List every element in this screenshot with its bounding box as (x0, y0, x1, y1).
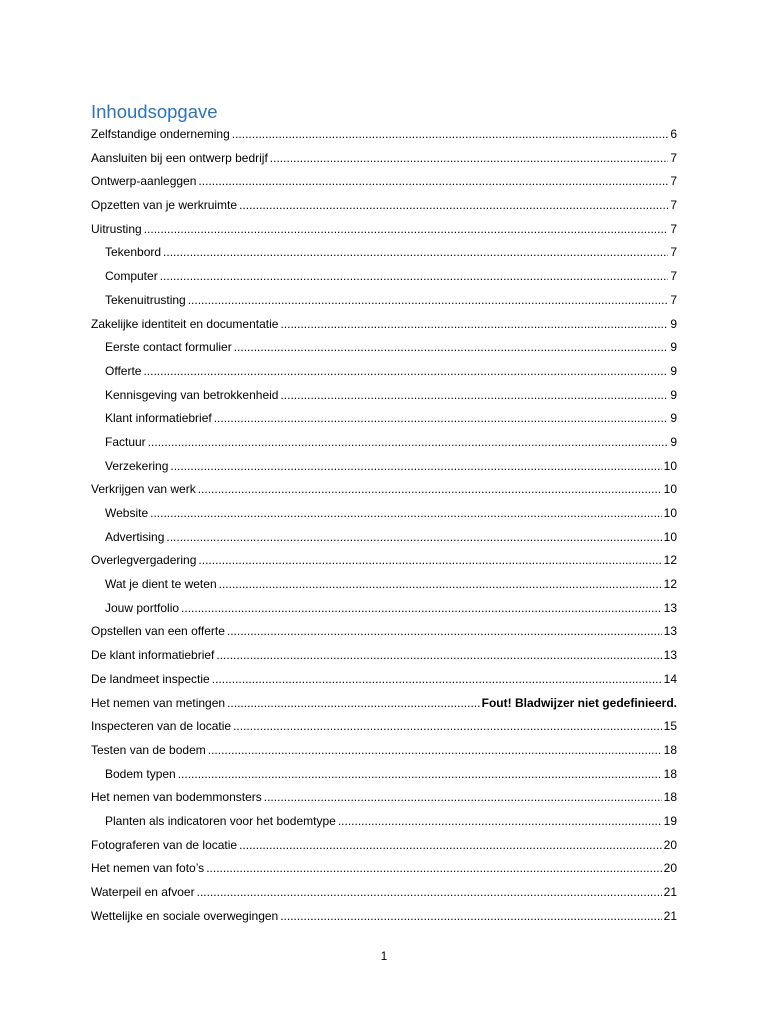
toc-entry-page: 6 (668, 123, 677, 147)
toc-subentry[interactable] (91, 336, 677, 360)
toc-entry-label: Jouw portfolio (105, 597, 181, 621)
toc-entry[interactable] (91, 478, 677, 502)
toc-entry-label: Bodem typen (105, 763, 178, 787)
toc-entry-page: 9 (668, 407, 677, 431)
dot-leader (206, 857, 661, 881)
dot-leader (239, 194, 668, 218)
toc-entry-label: Wat je dient te weten (105, 573, 219, 597)
toc-subentry[interactable] (91, 407, 677, 431)
toc-entry-page: 13 (662, 644, 677, 668)
toc-entry-label: Overlegvergadering (91, 549, 198, 573)
toc-subentry[interactable] (91, 384, 677, 408)
toc-entry-page: 10 (662, 455, 677, 479)
toc-entry-page: 7 (668, 170, 677, 194)
toc-entry[interactable] (91, 857, 677, 881)
toc-entry[interactable] (91, 668, 677, 692)
dot-leader (214, 407, 669, 431)
toc-entry-page: 10 (662, 526, 677, 550)
toc-entry-page-error: Fout! Bladwijzer niet gedefinieerd. (480, 692, 677, 716)
toc-entry-page: 18 (662, 786, 677, 810)
dot-leader (212, 668, 662, 692)
dot-leader (338, 810, 662, 834)
toc-entry-page: 21 (662, 905, 677, 929)
toc-entry-label: Tekenbord (105, 241, 163, 265)
dot-leader (163, 241, 668, 265)
toc-subentry[interactable] (91, 526, 677, 550)
toc-entry-page: 7 (668, 241, 677, 265)
toc-subentry[interactable] (91, 810, 677, 834)
toc-entry-label: Aansluiten bij een ontwerp bedrijf (91, 147, 270, 171)
toc-entry-label: De landmeet inspectie (91, 668, 212, 692)
toc-entry-label: Computer (105, 265, 160, 289)
toc-entry-page: 14 (662, 668, 677, 692)
toc-subentry[interactable] (91, 241, 677, 265)
dot-leader (280, 313, 668, 337)
toc-entry-page: 18 (662, 763, 677, 787)
toc-entry-label: Verkrijgen van werk (91, 478, 198, 502)
toc-subentry[interactable] (91, 597, 677, 621)
dot-leader (208, 739, 662, 763)
dot-leader (197, 881, 662, 905)
toc-entry[interactable] (91, 170, 677, 194)
toc-entry[interactable] (91, 218, 677, 242)
toc-entry-label: Website (105, 502, 150, 526)
toc-entry-label: Tekenuitrusting (105, 289, 188, 313)
toc-entry-page: 9 (668, 336, 677, 360)
toc-entry-label: Verzekering (105, 455, 170, 479)
toc-entry-label: Factuur (105, 431, 148, 455)
toc-entry-label: Inspecteren van de locatie (91, 715, 233, 739)
dot-leader (264, 786, 662, 810)
toc-entry-page: 20 (662, 834, 677, 858)
dot-leader (227, 620, 662, 644)
toc-entry-label: Uitrusting (91, 218, 144, 242)
toc-entry-page: 7 (668, 147, 677, 171)
dot-leader (280, 905, 661, 929)
toc-entry[interactable] (91, 549, 677, 573)
toc-entry-label: Zakelijke identiteit en documentatie (91, 313, 280, 337)
dot-leader (148, 431, 669, 455)
toc-entry-label: Het nemen van bodemmonsters (91, 786, 264, 810)
toc-entry-page: 12 (662, 573, 677, 597)
toc-entry-page: 9 (668, 360, 677, 384)
toc-entry-label: Eerste contact formulier (105, 336, 234, 360)
dot-leader (150, 502, 662, 526)
toc-entry-page: 20 (662, 857, 677, 881)
dot-leader (181, 597, 662, 621)
toc-entry-label: Fotograferen van de locatie (91, 834, 239, 858)
toc-entry-label: Ontwerp-aanleggen (91, 170, 198, 194)
toc-entry-label: Wettelijke en sociale overwegingen (91, 905, 280, 929)
toc-entry-label: Zelfstandige onderneming (91, 123, 232, 147)
toc-entry-label: Het nemen van foto’s (91, 857, 206, 881)
toc-entry-page: 12 (662, 549, 677, 573)
dot-leader (188, 289, 669, 313)
toc-entry-page: 9 (668, 313, 677, 337)
toc-subentry[interactable] (91, 289, 677, 313)
toc-list (91, 123, 677, 928)
toc-subentry[interactable] (91, 502, 677, 526)
toc-entry[interactable] (91, 620, 677, 644)
dot-leader (198, 549, 661, 573)
toc-entry[interactable] (91, 905, 677, 929)
toc-entry-page: 10 (662, 502, 677, 526)
page-number: 1 (380, 949, 388, 963)
dot-leader (233, 715, 662, 739)
dot-leader (227, 692, 480, 716)
toc-entry[interactable] (91, 194, 677, 218)
toc-entry-label: Het nemen van metingen (91, 692, 227, 716)
toc-entry-label: De klant informatiebrief (91, 644, 216, 668)
toc-entry-label: Opstellen van een offerte (91, 620, 227, 644)
toc-heading: Inhoudsopgave (91, 101, 218, 122)
toc-entry-label: Kennisgeving van betrokkenheid (105, 384, 280, 408)
toc-entry-label: Waterpeil en afvoer (91, 881, 197, 905)
toc-entry[interactable] (91, 739, 677, 763)
toc-entry-label: Klant informatiebrief (105, 407, 214, 431)
toc-entry-page: 18 (662, 739, 677, 763)
toc-entry-page: 13 (662, 620, 677, 644)
dot-leader (178, 763, 662, 787)
toc-entry-label: Testen van de bodem (91, 739, 208, 763)
dot-leader (239, 834, 662, 858)
dot-leader (270, 147, 669, 171)
toc-subentry[interactable] (91, 455, 677, 479)
toc-subentry[interactable] (91, 431, 677, 455)
toc-entry-page: 21 (662, 881, 677, 905)
toc-entry[interactable] (91, 313, 677, 337)
dot-leader (234, 336, 669, 360)
dot-leader (232, 123, 669, 147)
toc-entry[interactable] (91, 834, 677, 858)
toc-entry-page: 9 (668, 384, 677, 408)
toc-subentry[interactable] (91, 360, 677, 384)
toc-entry[interactable] (91, 715, 677, 739)
toc-entry-page: 7 (668, 265, 677, 289)
toc-entry-page: 19 (662, 810, 677, 834)
toc-entry-page: 10 (662, 478, 677, 502)
dot-leader (219, 573, 662, 597)
dot-leader (216, 644, 661, 668)
dot-leader (166, 526, 661, 550)
toc-entry[interactable] (91, 786, 677, 810)
toc-entry[interactable] (91, 644, 677, 668)
dot-leader (170, 455, 661, 479)
dot-leader (198, 478, 662, 502)
toc-entry-page: 13 (662, 597, 677, 621)
toc-entry-page: 9 (668, 431, 677, 455)
toc-entry[interactable] (91, 123, 677, 147)
toc-entry-label: Advertising (105, 526, 166, 550)
toc-subentry[interactable] (91, 573, 677, 597)
toc-entry[interactable] (91, 692, 677, 716)
toc-entry-page: 7 (668, 289, 677, 313)
toc-subentry[interactable] (91, 763, 677, 787)
toc-entry-label: Planten als indicatoren voor het bodemtype (105, 810, 338, 834)
toc-entry-page: 7 (668, 218, 677, 242)
toc-entry-page: 7 (668, 194, 677, 218)
dot-leader (143, 360, 668, 384)
dot-leader (198, 170, 668, 194)
toc-subentry[interactable] (91, 265, 677, 289)
dot-leader (144, 218, 669, 242)
toc-entry-label: Opzetten van je werkruimte (91, 194, 239, 218)
dot-leader (160, 265, 669, 289)
toc-entry-label: Offerte (105, 360, 143, 384)
toc-entry[interactable] (91, 147, 677, 171)
dot-leader (280, 384, 668, 408)
toc-entry-page: 15 (662, 715, 677, 739)
toc-entry[interactable] (91, 881, 677, 905)
